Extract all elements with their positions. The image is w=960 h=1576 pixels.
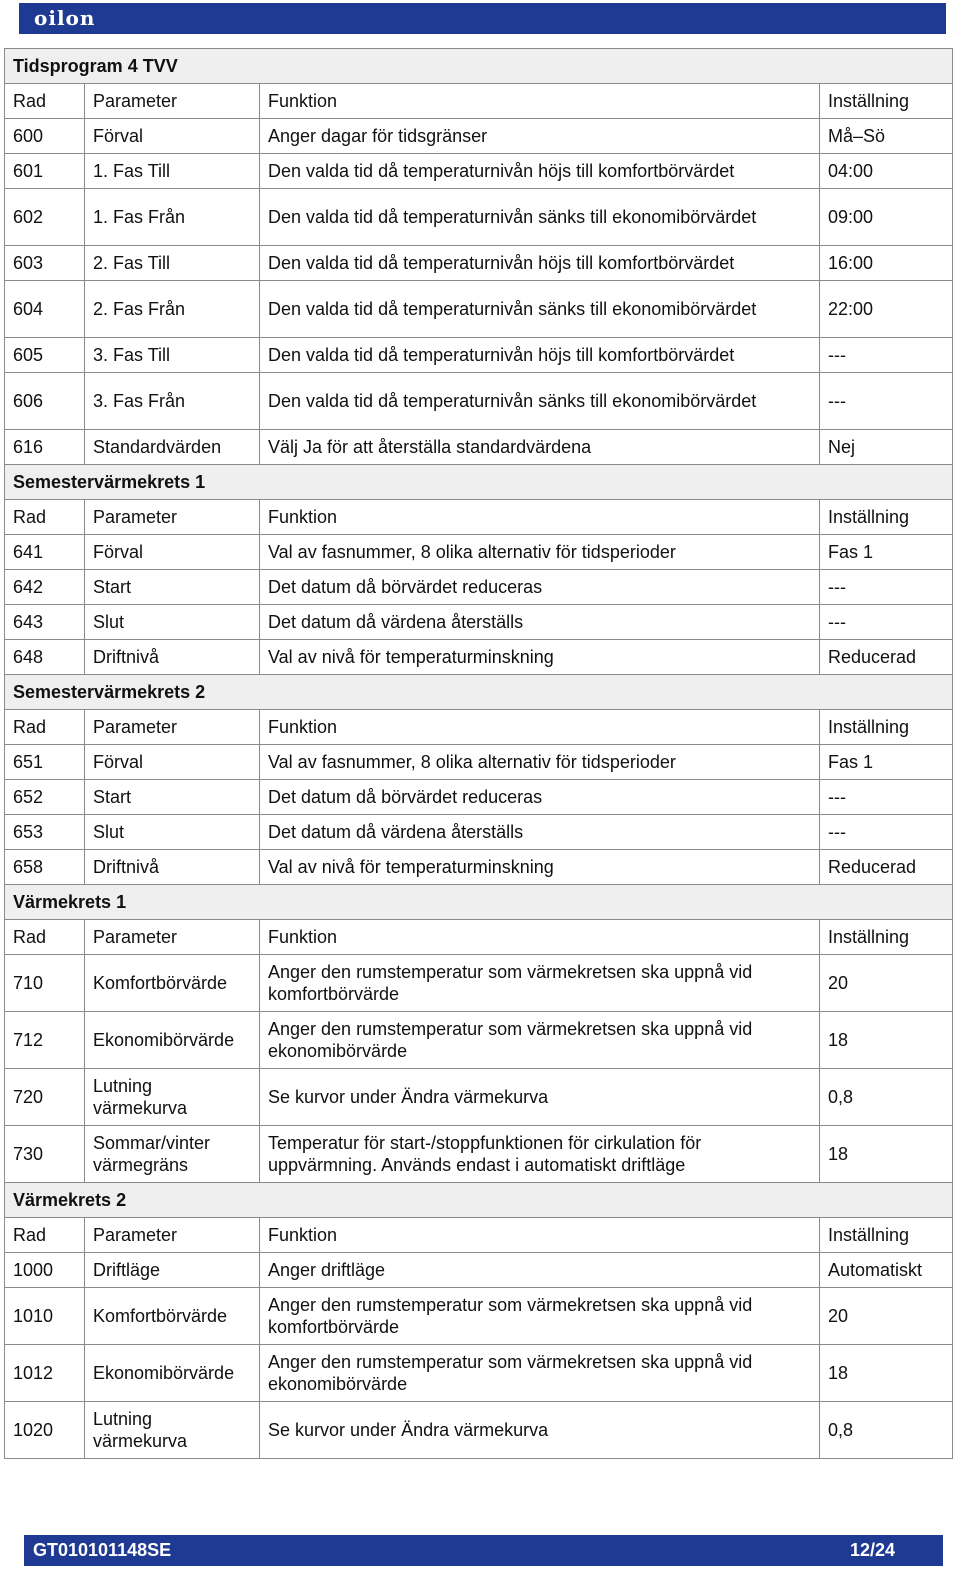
cell-funktion: Val av fasnummer, 8 olika alternativ för tidsperioder bbox=[260, 745, 820, 780]
oilon-logo: oilon bbox=[34, 6, 96, 30]
cell-funktion: Den valda tid då temperaturnivån sänks till ekonomibörvärdet bbox=[260, 373, 820, 430]
cell-rad: 643 bbox=[5, 605, 85, 640]
cell-funktion: Den valda tid då temperaturnivån sänks till ekonomibörvärdet bbox=[260, 189, 820, 246]
cell-installning: 09:00 bbox=[820, 189, 953, 246]
cell-funktion: Temperatur för start-/stoppfunktionen för cirkulation för uppvärmning. Används endast i automatiskt driftläge bbox=[260, 1126, 820, 1183]
cell-parameter: Komfortbörvärde bbox=[85, 1288, 260, 1345]
parameter-table bbox=[4, 48, 953, 1459]
table-row bbox=[5, 189, 953, 246]
column-header-funktion: Funktion bbox=[260, 500, 820, 535]
cell-parameter: Ekonomibörvärde bbox=[85, 1012, 260, 1069]
column-header-rad: Rad bbox=[5, 84, 85, 119]
section-heading-row bbox=[5, 465, 953, 500]
table-row bbox=[5, 281, 953, 338]
cell-funktion: Anger den rumstemperatur som värmekretsen ska uppnå vid komfortbörvärde bbox=[260, 955, 820, 1012]
table-row bbox=[5, 338, 953, 373]
cell-parameter: Start bbox=[85, 780, 260, 815]
column-header-installning: Inställning bbox=[820, 500, 953, 535]
cell-installning: --- bbox=[820, 570, 953, 605]
cell-rad: 606 bbox=[5, 373, 85, 430]
table-row bbox=[5, 780, 953, 815]
cell-parameter: Standardvärden bbox=[85, 430, 260, 465]
cell-installning: --- bbox=[820, 373, 953, 430]
cell-parameter: 2. Fas Från bbox=[85, 281, 260, 338]
cell-rad: 641 bbox=[5, 535, 85, 570]
page-number: 12/24 bbox=[849, 1540, 895, 1560]
cell-rad: 658 bbox=[5, 850, 85, 885]
cell-rad: 642 bbox=[5, 570, 85, 605]
cell-installning: 22:00 bbox=[820, 281, 953, 338]
cell-parameter: Lutning värmekurva bbox=[85, 1402, 260, 1459]
column-header-row bbox=[5, 710, 953, 745]
document-code: GT010101148SE bbox=[33, 1540, 172, 1560]
cell-funktion: Anger den rumstemperatur som värmekretsen ska uppnå vid ekonomibörvärde bbox=[260, 1345, 820, 1402]
cell-funktion: Se kurvor under Ändra värmekurva bbox=[260, 1069, 820, 1126]
cell-installning: 16:00 bbox=[820, 246, 953, 281]
section-heading-row bbox=[5, 49, 953, 84]
cell-rad: 605 bbox=[5, 338, 85, 373]
cell-rad: 648 bbox=[5, 640, 85, 675]
cell-parameter: 2. Fas Till bbox=[85, 246, 260, 281]
cell-parameter: 1. Fas Till bbox=[85, 154, 260, 189]
cell-rad: 720 bbox=[5, 1069, 85, 1126]
table-row bbox=[5, 535, 953, 570]
cell-parameter: Sommar/vinter värmegräns bbox=[85, 1126, 260, 1183]
cell-rad: 1000 bbox=[5, 1253, 85, 1288]
cell-parameter: 1. Fas Från bbox=[85, 189, 260, 246]
table-row bbox=[5, 1253, 953, 1288]
cell-parameter: Start bbox=[85, 570, 260, 605]
column-header-installning: Inställning bbox=[820, 920, 953, 955]
cell-installning: 04:00 bbox=[820, 154, 953, 189]
column-header-funktion: Funktion bbox=[260, 710, 820, 745]
table-row bbox=[5, 430, 953, 465]
cell-funktion: Val av fasnummer, 8 olika alternativ för tidsperioder bbox=[260, 535, 820, 570]
cell-installning: Reducerad bbox=[820, 850, 953, 885]
cell-installning: Nej bbox=[820, 430, 953, 465]
section-heading-row bbox=[5, 1183, 953, 1218]
column-header-installning: Inställning bbox=[820, 1218, 953, 1253]
cell-parameter: Förval bbox=[85, 535, 260, 570]
cell-funktion: Den valda tid då temperaturnivån sänks till ekonomibörvärdet bbox=[260, 281, 820, 338]
cell-rad: 1012 bbox=[5, 1345, 85, 1402]
cell-rad: 602 bbox=[5, 189, 85, 246]
cell-installning: --- bbox=[820, 815, 953, 850]
cell-installning: --- bbox=[820, 780, 953, 815]
table-row bbox=[5, 570, 953, 605]
cell-parameter: Förval bbox=[85, 119, 260, 154]
table-row bbox=[5, 246, 953, 281]
cell-installning: 0,8 bbox=[820, 1402, 953, 1459]
cell-funktion: Det datum då värdena återställs bbox=[260, 815, 820, 850]
column-header-parameter: Parameter bbox=[85, 710, 260, 745]
cell-rad: 604 bbox=[5, 281, 85, 338]
cell-installning: 18 bbox=[820, 1012, 953, 1069]
column-header-rad: Rad bbox=[5, 920, 85, 955]
cell-funktion: Det datum då värdena återställs bbox=[260, 605, 820, 640]
cell-installning: 18 bbox=[820, 1345, 953, 1402]
column-header-row bbox=[5, 84, 953, 119]
cell-parameter: Slut bbox=[85, 815, 260, 850]
table-row bbox=[5, 119, 953, 154]
section-title: Semestervärmekrets 2 bbox=[5, 675, 953, 710]
table-row bbox=[5, 605, 953, 640]
cell-funktion: Anger driftläge bbox=[260, 1253, 820, 1288]
table-row bbox=[5, 1288, 953, 1345]
cell-rad: 710 bbox=[5, 955, 85, 1012]
cell-installning: Reducerad bbox=[820, 640, 953, 675]
cell-funktion: Val av nivå för temperaturminskning bbox=[260, 850, 820, 885]
column-header-parameter: Parameter bbox=[85, 500, 260, 535]
cell-funktion: Den valda tid då temperaturnivån höjs till komfortbörvärdet bbox=[260, 246, 820, 281]
cell-rad: 652 bbox=[5, 780, 85, 815]
cell-installning: Fas 1 bbox=[820, 745, 953, 780]
table-row bbox=[5, 745, 953, 780]
cell-funktion: Val av nivå för temperaturminskning bbox=[260, 640, 820, 675]
table-row bbox=[5, 815, 953, 850]
cell-funktion: Anger den rumstemperatur som värmekretsen ska uppnå vid komfortbörvärde bbox=[260, 1288, 820, 1345]
cell-rad: 712 bbox=[5, 1012, 85, 1069]
cell-rad: 603 bbox=[5, 246, 85, 281]
table-row bbox=[5, 640, 953, 675]
cell-funktion: Det datum då börvärdet reduceras bbox=[260, 780, 820, 815]
cell-parameter: Lutning värmekurva bbox=[85, 1069, 260, 1126]
cell-installning: Fas 1 bbox=[820, 535, 953, 570]
cell-funktion: Den valda tid då temperaturnivån höjs till komfortbörvärdet bbox=[260, 154, 820, 189]
cell-rad: 651 bbox=[5, 745, 85, 780]
cell-parameter: Slut bbox=[85, 605, 260, 640]
cell-parameter: 3. Fas Från bbox=[85, 373, 260, 430]
table-row bbox=[5, 154, 953, 189]
cell-funktion: Den valda tid då temperaturnivån höjs till komfortbörvärdet bbox=[260, 338, 820, 373]
cell-parameter: Driftnivå bbox=[85, 640, 260, 675]
column-header-funktion: Funktion bbox=[260, 84, 820, 119]
cell-funktion: Anger dagar för tidsgränser bbox=[260, 119, 820, 154]
section-heading-row bbox=[5, 885, 953, 920]
table-row bbox=[5, 850, 953, 885]
cell-installning: 20 bbox=[820, 955, 953, 1012]
cell-installning: 0,8 bbox=[820, 1069, 953, 1126]
cell-rad: 616 bbox=[5, 430, 85, 465]
column-header-rad: Rad bbox=[5, 1218, 85, 1253]
section-title: Värmekrets 2 bbox=[5, 1183, 953, 1218]
table-row bbox=[5, 373, 953, 430]
cell-rad: 1020 bbox=[5, 1402, 85, 1459]
section-title: Tidsprogram 4 TVV bbox=[5, 49, 953, 84]
column-header-parameter: Parameter bbox=[85, 1218, 260, 1253]
cell-installning: Automatiskt bbox=[820, 1253, 953, 1288]
footer-bar bbox=[24, 1535, 943, 1566]
cell-rad: 653 bbox=[5, 815, 85, 850]
column-header-row bbox=[5, 920, 953, 955]
column-header-row bbox=[5, 1218, 953, 1253]
column-header-funktion: Funktion bbox=[260, 920, 820, 955]
table-row bbox=[5, 955, 953, 1012]
cell-funktion: Välj Ja för att återställa standardvärdena bbox=[260, 430, 820, 465]
cell-funktion: Det datum då börvärdet reduceras bbox=[260, 570, 820, 605]
column-header-funktion: Funktion bbox=[260, 1218, 820, 1253]
cell-parameter: 3. Fas Till bbox=[85, 338, 260, 373]
cell-parameter: Förval bbox=[85, 745, 260, 780]
table-row bbox=[5, 1126, 953, 1183]
cell-installning: --- bbox=[820, 605, 953, 640]
column-header-rad: Rad bbox=[5, 710, 85, 745]
cell-rad: 601 bbox=[5, 154, 85, 189]
column-header-row bbox=[5, 500, 953, 535]
column-header-parameter: Parameter bbox=[85, 84, 260, 119]
cell-rad: 1010 bbox=[5, 1288, 85, 1345]
cell-parameter: Komfortbörvärde bbox=[85, 955, 260, 1012]
cell-installning: 20 bbox=[820, 1288, 953, 1345]
section-heading-row bbox=[5, 675, 953, 710]
cell-rad: 600 bbox=[5, 119, 85, 154]
column-header-rad: Rad bbox=[5, 500, 85, 535]
column-header-installning: Inställning bbox=[820, 84, 953, 119]
cell-installning: Må–Sö bbox=[820, 119, 953, 154]
header-bar bbox=[19, 3, 946, 34]
column-header-installning: Inställning bbox=[820, 710, 953, 745]
cell-installning: --- bbox=[820, 338, 953, 373]
cell-funktion: Se kurvor under Ändra värmekurva bbox=[260, 1402, 820, 1459]
table-row bbox=[5, 1345, 953, 1402]
section-title: Värmekrets 1 bbox=[5, 885, 953, 920]
section-title: Semestervärmekrets 1 bbox=[5, 465, 953, 500]
table-row bbox=[5, 1402, 953, 1459]
cell-parameter: Driftläge bbox=[85, 1253, 260, 1288]
table-row bbox=[5, 1069, 953, 1126]
column-header-parameter: Parameter bbox=[85, 920, 260, 955]
cell-funktion: Anger den rumstemperatur som värmekretsen ska uppnå vid ekonomibörvärde bbox=[260, 1012, 820, 1069]
cell-parameter: Driftnivå bbox=[85, 850, 260, 885]
cell-parameter: Ekonomibörvärde bbox=[85, 1345, 260, 1402]
cell-installning: 18 bbox=[820, 1126, 953, 1183]
table-row bbox=[5, 1012, 953, 1069]
cell-rad: 730 bbox=[5, 1126, 85, 1183]
